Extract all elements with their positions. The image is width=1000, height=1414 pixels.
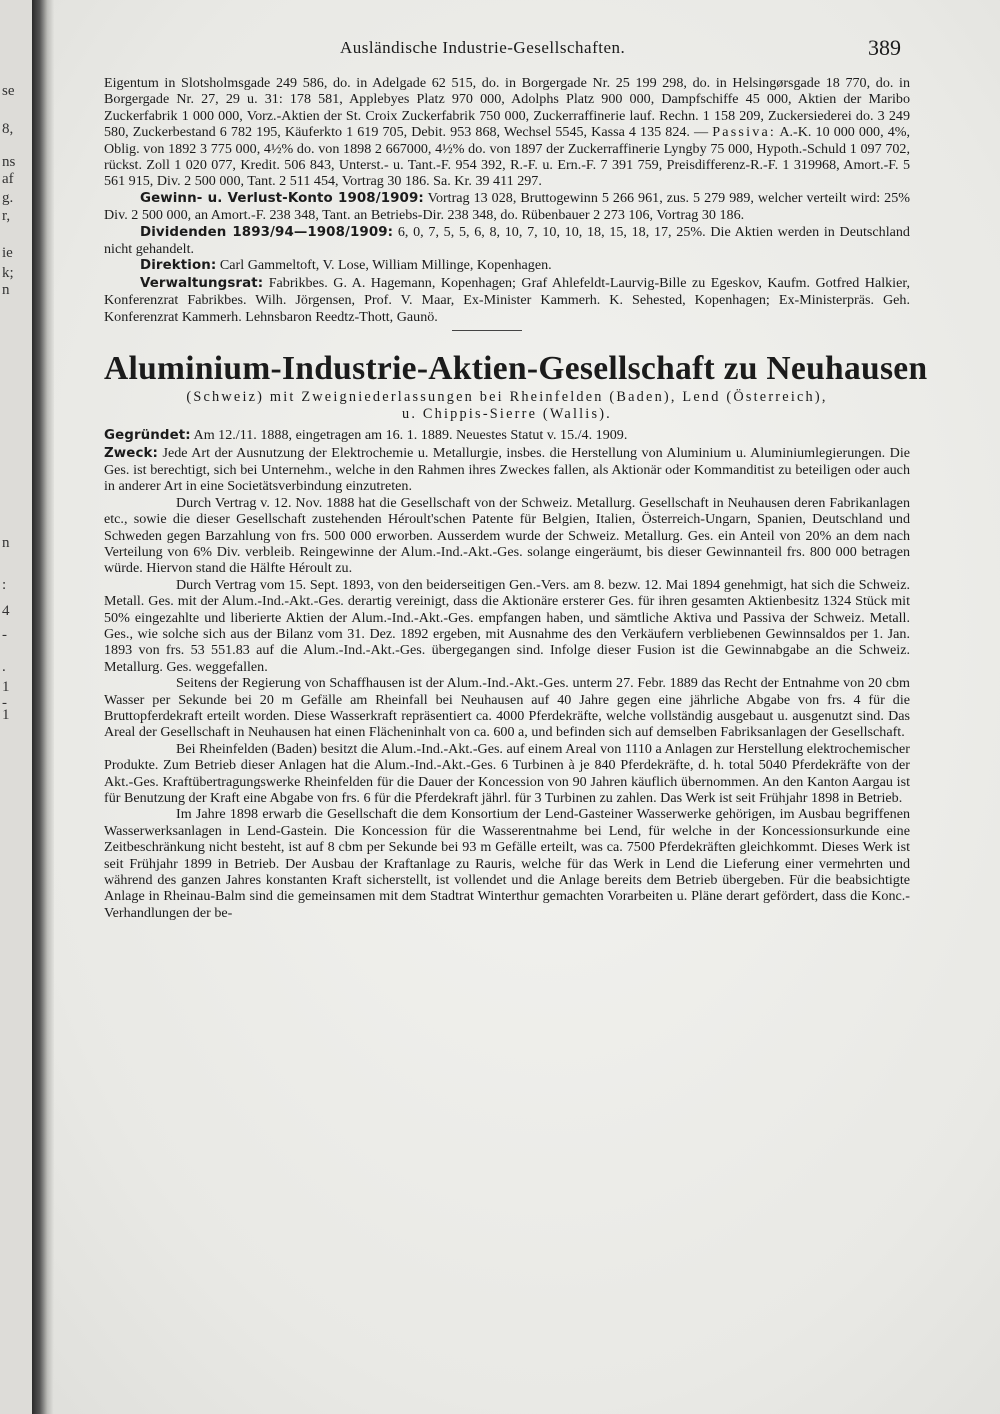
section-separator (452, 330, 522, 331)
margin-fragment: af (2, 171, 14, 187)
company-subtitle-line-2: u. Chippis-Sierre (Wallis). (402, 406, 612, 423)
history-paragraph: Seitens der Regierung von Schaffhausen ist der Alum.-Ind.-Akt.-Ges. unterm 27. Febr. 1889 das Recht der Entnahme von 20 cbm Wasser per Sekunde bei 20 m Gefälle am Rheinfall bei Neuhausen auf 40 Jahre gegen eine jährliche Abgabe von frs. 4 für die Bruttopferdekraft erteilt worden. Diese Wasserkraft repräsentiert ca. 4000 Pferdekräfte, welche vollständig ausgebaut u. ausgenutzt sind. Das Areal der Gesellschaft in Neuhausen hat einen Flächeninhalt von ca. 600 a, und befinden sich auf demselben Fabriksanlagen der Gesellschaft. (104, 675, 910, 741)
purpose-entry: Zweck: Jede Art der Ausnutzung der Elektrochemie u. Metallurgie, insbes. die Herstellung von Aluminium u. Aluminiumlegierungen. Die Ges. ist berechtigt, sich bei Unternehm., welche in den Rahmen ihres Zweckes fallen, als Aktionär oder Kommanditist zu beteiligen oder auch in anderer Art in eine Societätsverbindung einzutreten. (104, 444, 910, 495)
board-entry: Verwaltungsrat: Fabrikbes. G. A. Hagemann, Kopenhagen; Graf Ahlefeldt-Laurvig-Bille zu Egeskov, Kaufm. Gotfred Halkier, Konferenzrat Fabrikbes. Wilh. Jörgensen, Prof. V. Maar, Ex-Minister Kammerh. K. Sehested, Kopenhagen; Ex-Ministerpräs. Geh. Konferenzrat Kammerh. Lehnsbaron Reedtz-Thott, Gaunö. (104, 274, 910, 325)
margin-fragment: r, (2, 208, 11, 224)
margin-fragment: n (2, 282, 10, 298)
margin-fragment: : (2, 577, 7, 593)
running-head (0, 35, 1000, 62)
book-gutter (32, 0, 54, 1414)
margin-fragment: ie (2, 245, 13, 261)
company-subtitle-line-1: (Schweiz) mit Zweigniederlassungen bei Rheinfelden (Baden), Lend (Österreich), (186, 389, 828, 406)
dividends-label: Dividenden 1893/94—1908/1909: (140, 224, 394, 240)
margin-fragment: . (2, 659, 6, 675)
page-body (104, 75, 928, 921)
company-subtitle (104, 389, 910, 423)
profit-loss-label: Gewinn- u. Verlust-Konto 1908/1909: (140, 190, 424, 206)
company-entry (104, 349, 928, 921)
direction-label: Direktion: (140, 258, 217, 274)
balance-sheet-text: Eigentum in Slotsholmsgade 249 586, do. in Adelgade 62 515, do. in Borgergade Nr. 25 199 298, do. in Helsingørsgade 18 770, do. in Borgergade Nr. 27, 29 u. 31: 178 581, Applebyes Platz 970 000, Adolphs Platz 900 000, Dampfschiffe 45 000, Aktien der Maribo Zuckerfabrik 1 000 000, Vorz.-Aktien der St. Croix Zuckerfabrik 750 000, Zuckerraffinerie lauf. Rechn. 1 158 209, Zuckersiederei do. 3 249 580, Zuckerbestand 6 782 195, Käuferkto 1 619 705, Debit. 953 868, Wechsel 5545, Kassa 4 135 824. — Passiva: A.-K. 10 000 000, 4%, Oblig. von 1892 3 775 000, 4½% do. von 1898 2 667000, 4½% do. von 1897 der Zuckerraffinerie Lyngby 75 000, Hypoth.-Schuld 1 097 702, rückst. Zoll 1 020 077, Kredit. 506 843, Unterst.- u. Tant.-F. 954 392, R.-F. u. Ern.-F. 7 391 759, Preisdifferenz-R.-F. 1 319968, Amort.-F. 5 561 915, Div. 2 500 000, Tant. 2 511 454, Vortrag 30 186. Sa. Kr. 39 411 297. (104, 75, 910, 190)
history-paragraph: Bei Rheinfelden (Baden) besitzt die Alum.-Ind.-Akt.-Ges. auf einem Areal von 1110 a Anlagen zur Herstellung elektrochemischer Produkte. Zum Betrieb dieser Anlagen hat die Alum.-Ind.-Akt.-Ges. 6 Turbinen à je 840 Pferdekräfte, d. h. total 5040 Pferdekräfte von der Akt.-Ges. Kraftübertragungswerke Rheinfelden für die Dauer der Koncession von 90 Jahren käuflich übernommen. An den Kanton Aargau ist für Benutzung der Kraft eine Abgabe von frs. 6 für die Pferdekraft jährl. für 3 Turbinen zu zahlen. Das Werk ist seit Frühjahr 1898 in Betrieb. (104, 740, 910, 807)
passiva-label: Passiva: (712, 124, 777, 141)
page-number: 389 (868, 35, 901, 60)
margin-fragment: 1 (2, 679, 10, 695)
margin-fragment: - (2, 627, 7, 643)
previous-company-entry (104, 75, 910, 325)
margin-fragment: ns (2, 154, 16, 170)
founded-entry: Gegründet: Am 12./11. 1888, eingetragen am 16. 1. 1889. Neuestes Statut v. 15./4. 1909. (104, 427, 628, 444)
direction-entry: Direktion: Carl Gammeltoft, V. Lose, William Millinge, Kopenhagen. (140, 257, 552, 274)
board-label: Verwaltungsrat: (140, 275, 264, 291)
margin-fragment: 1 (2, 707, 10, 723)
history-paragraph: Durch Vertrag vom 15. Sept. 1893, von den beiderseitigen Gen.-Vers. am 8. bezw. 12. Mai 1894 genehmigt, hat sich die Schweiz. Metall. Ges. mit der Alum.-Ind.-Akt.-Ges. derartig vereinigt, dass die Aktionäre ersterer Ges. für ihren gesamten Aktienbesitz 1324 Stück mit 50% eingezahlte und liberierte Aktien der Alum.-Ind.-Akt.-Ges. empfangen haben, und sämtliche Aktiva und Passiva der Schweiz. Metall. Ges., wie solche sich aus der Bilanz vom 31. Dez. 1892 ergeben, mit Ausnahme des den Verkäufern verbliebenen Gewinnsaldos per 1. Jan. 1893 von frs. 53 551.83 auf die Alum.-Ind.-Akt.-Ges. übergegangen sind. Infolge dieser Fusion ist die Gewinnabgabe an die Schweiz. Metallurg. Ges. weggefallen. (104, 576, 910, 675)
dividends-entry: Dividenden 1893/94—1908/1909: 6, 0, 7, 5, 5, 6, 8, 10, 7, 10, 10, 18, 15, 18, 17, 25%. Die Aktien werden in Deutschland nicht gehandelt. (104, 223, 910, 258)
running-head-title: Ausländische Industrie-Gesellschaften. (340, 38, 626, 57)
margin-fragment: g. (2, 190, 14, 206)
profit-loss-entry: Gewinn- u. Verlust-Konto 1908/1909: Vortrag 13 028, Bruttogewinn 5 266 961, zus. 5 279 989, welcher verteilt wird: 25% Div. 2 500 000, an Amort.-F. 238 348, Tant. an Betriebs-Dir. 238 348, do. Rübenbauer 2 273 106, Vortrag 30 186. (104, 189, 910, 224)
margin-fragment: k; (2, 265, 14, 281)
history-paragraph: Durch Vertrag v. 12. Nov. 1888 hat die Gesellschaft von der Schweiz. Metallurg. Gesellschaft in Neuhausen deren Fabrikanlagen etc., sowie die dieser Gesellschaft zustehenden Héroult'schen Patente für Belgien, Italien, Österreich-Ungarn, Spanien, Deutschland und Schweden gegen Barzahlung von frs. 500 000 erworben. Ausserdem wurde der Schweiz. Metallurg. Ges. ein Anteil von 20% an dem nach Verteilung von 6% Div. verbleib. Reingewinne der Alum.-Ind.-Akt.-Ges. solange eingeräumt, bis dieser Gewinnanteil frs. 800 000 betragen würde. Hiervon stand die Hälfte Héroult zu. (104, 494, 910, 577)
margin-fragment: se (2, 83, 15, 99)
margin-fragment: 4 (2, 603, 10, 619)
purpose-label: Zweck: (104, 445, 158, 461)
margin-fragment: - (2, 695, 7, 711)
founded-label: Gegründet: (104, 428, 191, 444)
previous-page-margin (0, 0, 32, 1414)
history-paragraph: Im Jahre 1898 erwarb die Gesellschaft die dem Konsortium der Lend-Gasteiner Wasserwerke gehörigen, im Ausbau begriffenen Wasserwerksanlagen in Lend-Gastein. Die Koncession für die Wasserentnahme bei Lend, für welche in der Koncessionsurkunde eine Zeitbeschränkung nicht besteht, ist auf 8 cbm per Sekunde bei 93 m Gefälle erteilt, was ca. 7500 Pferdekräften gleichkommt. Dieses Werk ist seit Frühjahr 1899 in Betrieb. Der Ausbau der Kraftanlage zu Rauris, welche für das Werk in Lend die Lieferung einer vermehrten und während des ganzen Jahres konstanten Kraft sicherstellt, ist vollendet und die Anlage bereits dem Betrieb übergeben. Für die beabsichtigte Anlage in Rheinau-Balm sind die gemeinsamen mit dem Stadtrat Winterthur gemachten Vorarbeiten u. Pläne derart gefördert, dass die Konc.-Verhandlungen der be- (104, 806, 910, 921)
margin-fragment: n (2, 535, 10, 551)
company-heading: Aluminium-Industrie-Aktien-Gesellschaft zu Neuhausen (104, 350, 928, 388)
margin-fragment: 8, (2, 121, 14, 137)
